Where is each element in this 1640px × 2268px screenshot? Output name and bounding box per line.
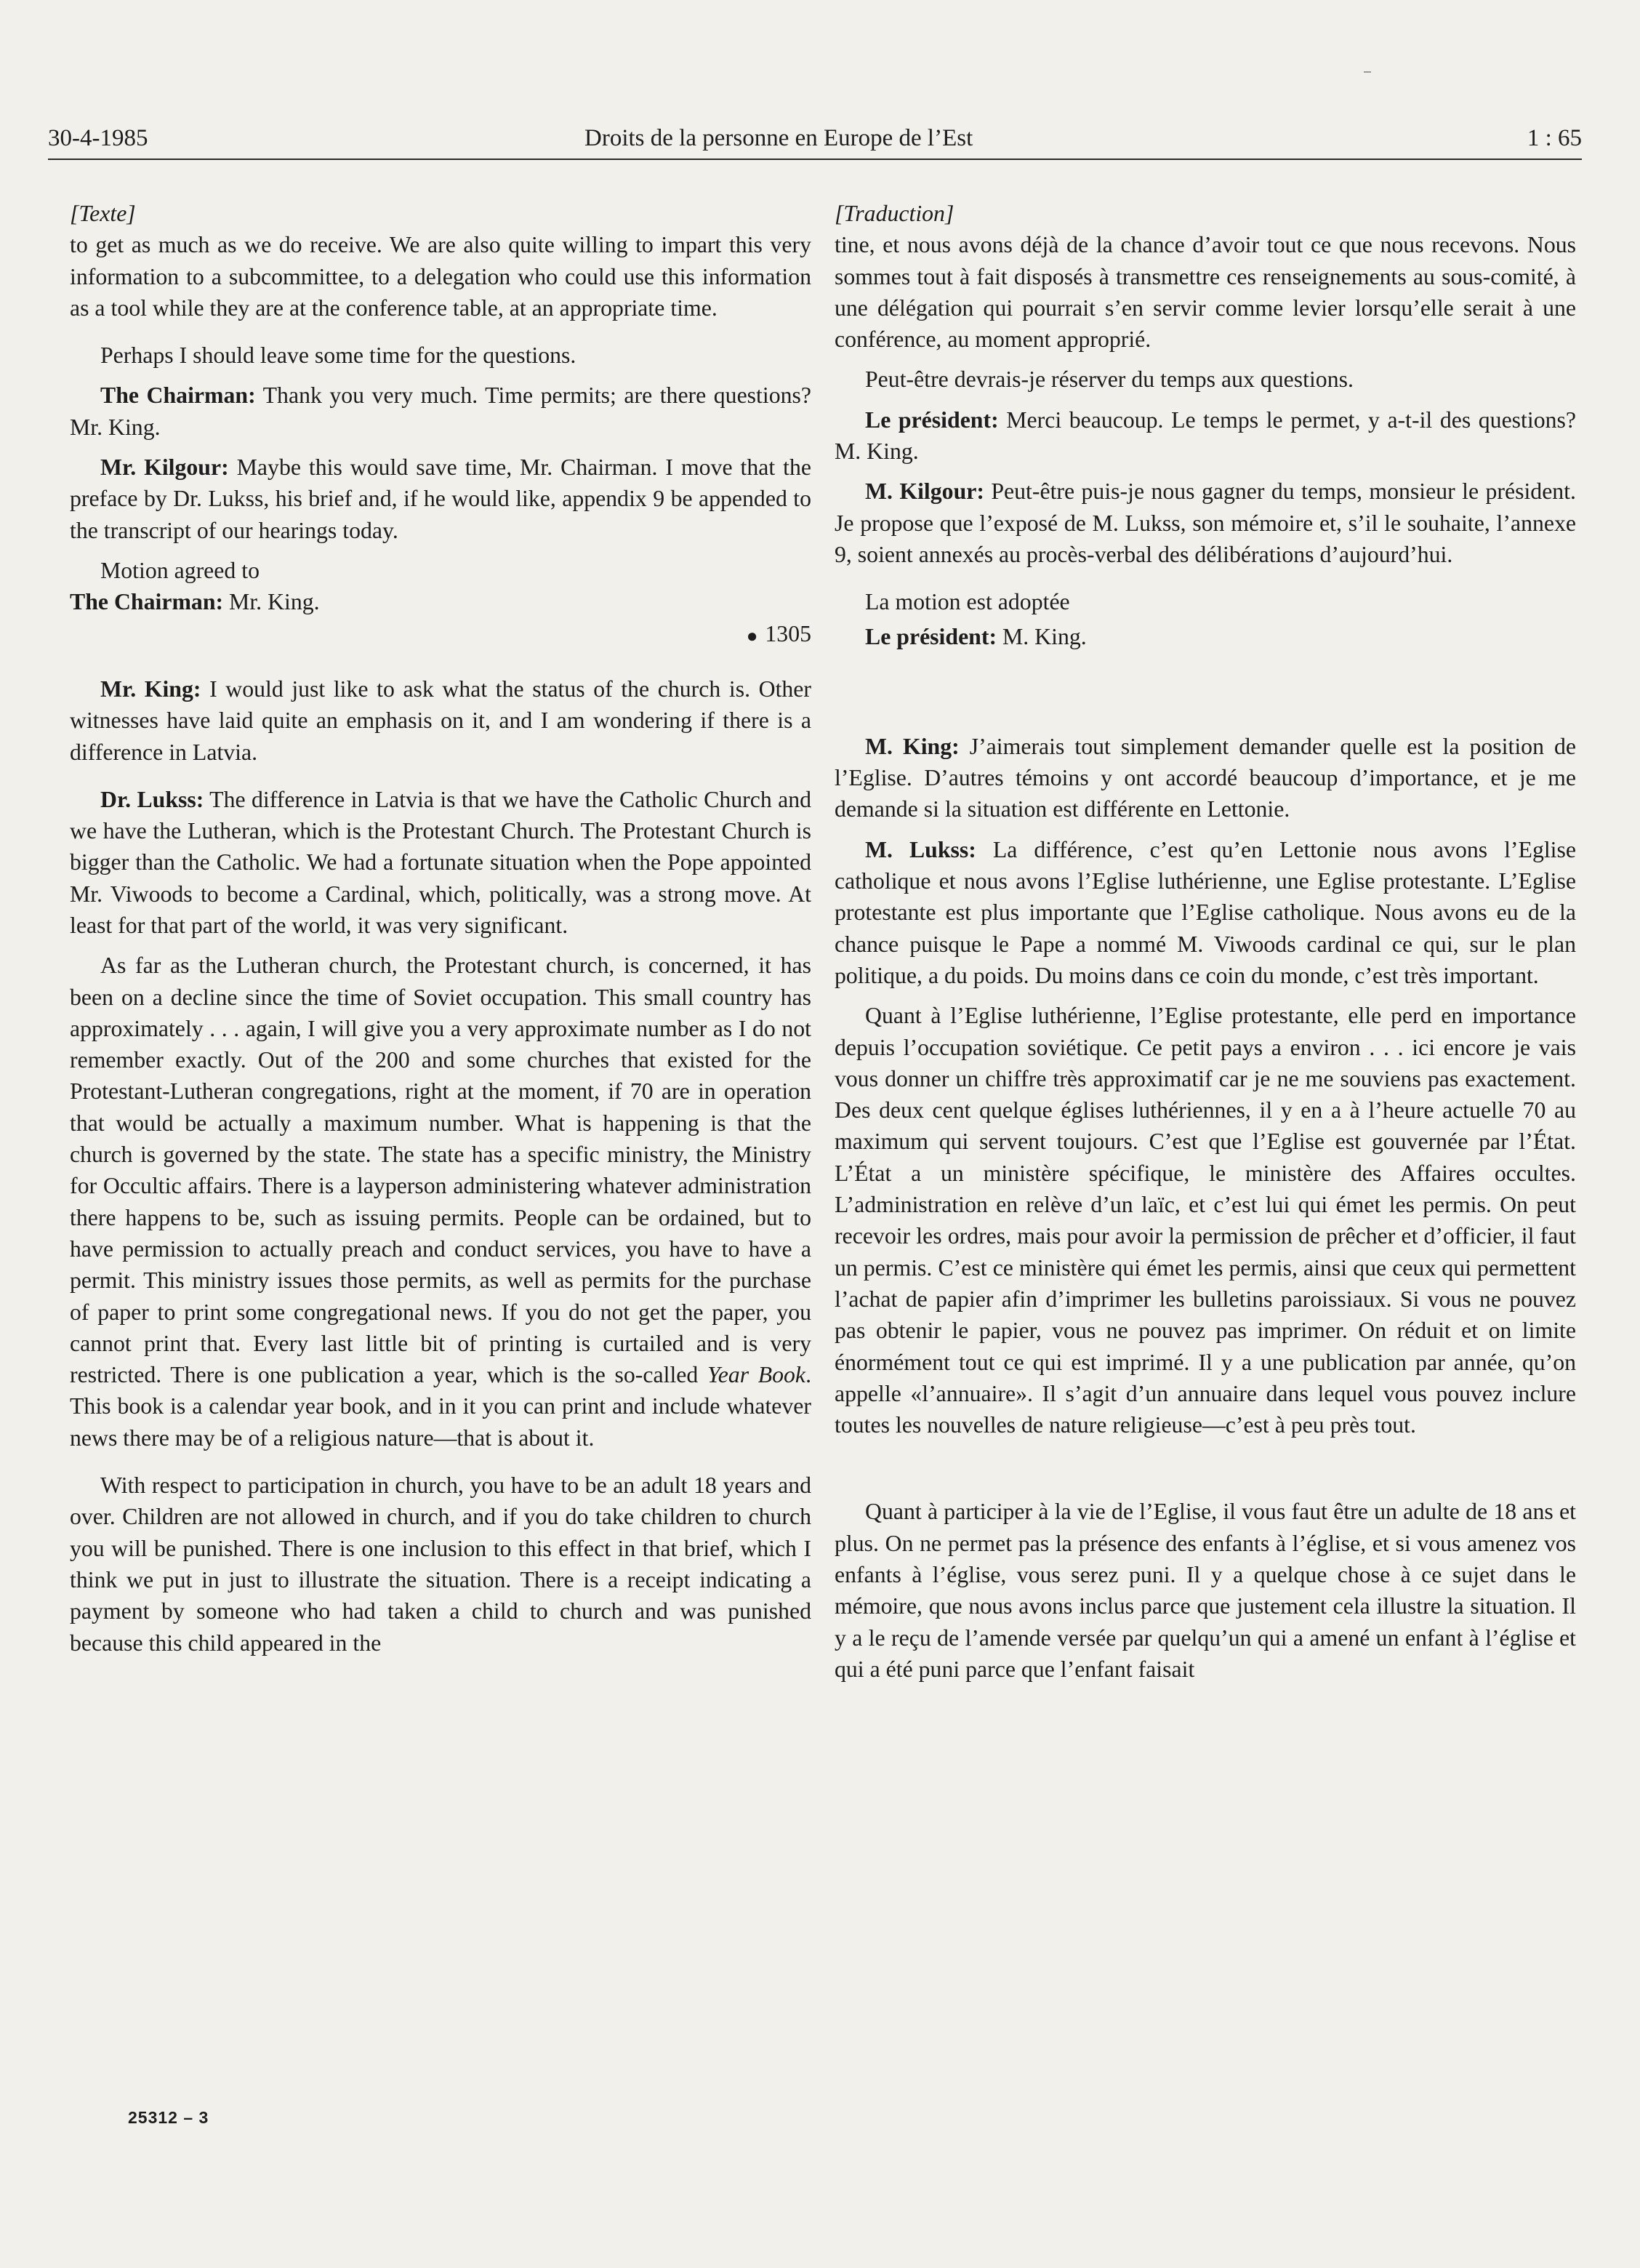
paragraph: to get as much as we do receive. We are also quite willing to impart this very information to a subcommittee, to a delegation who could use this information as a tool while they are at the conference table, at an appropriate time. — [70, 232, 811, 321]
paragraph-text: As far as the Lutheran church, the Protestant church, is concerned, it has been on a decline since the time of Soviet occupation. This small country has approximately . . . again, I will give you a very approximate number as I do not remember exactly. Out of the 200 and some churches that existed for the Protestant-Lutheran congregations, right at the moment, if 70 are in operation that would be actually a maximum number. What is happening is that the church is governed by the state. The state has a specific ministry, the Ministry for Occultic affairs. There is a layperson administering whatever administration there happens to be, such as issuing permits. People can be ordained, but to have permission to actually preach and conduct services, you have to have a permit. This ministry issues those permits, as well as permits for the purchase of paper to print some congregational news. If you do not get the paper, you cannot print that. Every last little bit of printing is curtailed and is very restricted. There is one publication a year, which is the so-called — [70, 953, 811, 1388]
french-column — [835, 198, 1576, 1685]
speaker-name: Dr. Lukss: — [100, 786, 204, 812]
bullet-icon: ● — [746, 625, 758, 646]
speaker-paragraph — [70, 380, 811, 443]
page-header — [48, 125, 1582, 160]
english-column — [70, 198, 811, 1659]
paragraph: With respect to participation in church, you have to be an adult 18 years and over. Children are not allowed in church, and if you do take children to church you will be punished. There is one inclusion to this effect in that brief, which I think we put in just to illustrate the situation. There is a receipt indicating a payment by someone who had taken a child to church and was punished because this child appeared in the — [70, 1472, 811, 1656]
motion-note: Motion agreed to — [100, 557, 260, 583]
speech-text: M. King. — [997, 623, 1087, 649]
speech-text: The difference in Latvia is that we have the Catholic Church and we have the Lutheran, which is the Protestant Church. The Protestant Church is bigger than the Catholic. We had a fortunate situation when the Pope appointed Mr. Viwoods to become a Cardinal, which, politically, was a strong move. At least for that part of the world, it was very significant. — [70, 786, 811, 938]
speaker-paragraph — [835, 731, 1576, 825]
paragraph: Peut-être devrais-je réserver du temps aux questions. — [865, 366, 1354, 393]
speaker-paragraph — [70, 673, 811, 768]
footer-code: 25312 – 3 — [128, 2108, 209, 2127]
speaker-name: M. Kilgour: — [865, 478, 984, 505]
header-title: Droits de la personne en Europe de l’Est — [584, 125, 973, 151]
paragraph — [70, 950, 811, 1454]
speaker-name: M. Lukss: — [865, 836, 976, 862]
motion-note: La motion est adoptée — [865, 589, 1070, 615]
column-label-texte: [Texte] — [70, 201, 136, 226]
speaker-paragraph — [70, 452, 811, 546]
paragraph-text: . This book is a calendar year book, and in it you can print and include whatever news there may be of a religious nature—that is about it. — [70, 1362, 812, 1451]
speaker-paragraph — [835, 476, 1576, 570]
paragraph: tine, et nous avons déjà de la chance d’avoir tout ce que nous recevons. Nous sommes tout à fait disposés à transmettre ces renseignements au sous-comité, à une délégation qui pourrait s’en servir comme levier lorsqu’elle serait à une conférence, au moment approprié. — [835, 232, 1576, 353]
header-page-number: 1 : 65 — [1527, 125, 1582, 151]
speech-text: Merci beaucoup. Le temps le permet, y a-t-il des questions? M. King. — [835, 406, 1577, 465]
speech-text: Mr. King. — [223, 589, 320, 615]
header-date: 30-4-1985 — [48, 125, 148, 151]
speaker-name: Le président: — [865, 623, 997, 649]
speaker-paragraph — [70, 586, 811, 617]
speech-text: La différence, c’est qu’en Lettonie nous avons l’Eglise catholique et nous avons l’Eglise luthérienne, une Eglise protestante. L’Eglise protestante est plus importante que l’Eglise catholique. Nous avons eu de la chance puisque le Pape a nommé M. Viwoods cardinal ce qui, sur le plan politique, a du poids. Du moins dans ce coin du monde, c’est très important. — [835, 836, 1576, 988]
speaker-paragraph — [835, 834, 1576, 991]
speaker-paragraph — [835, 621, 1576, 652]
speaker-name: Mr. King: — [100, 676, 201, 702]
header-rule — [48, 159, 1582, 160]
speech-text: Maybe this would save time, Mr. Chairman. I move that the preface by Dr. Lukss, his brief and, if he would like, appendix 9 be appended to the transcript of our hearings today. — [70, 454, 812, 543]
speaker-paragraph — [70, 784, 811, 941]
time-stamp — [70, 618, 811, 652]
paragraph: Perhaps I should leave some time for the questions. — [100, 342, 576, 369]
book-title: Year Book — [707, 1362, 806, 1388]
scan-mark — [1364, 71, 1371, 73]
paragraph: Quant à l’Eglise luthérienne, l’Eglise protestante, elle perd en importance depuis l’occupation soviétique. Ce petit pays a environ . . . ici encore je vais vous donner un chiffre très approximatif car je ne me souviens pas exactement. Des deux cent quelque églises luthériennes, il y en a à l’heure actuelle 70 au maximum qui servent toujours. C’est que l’Eglise est gouvernée par l’État. L’État a un ministère spécifique, le ministère des Affaires occultes. L’administration en relève d’un laïc, et c’est lui qui émet les permis. On peut recevoir les ordres, mais pour avoir la permission de prêcher et d’officier, il faut un permis. C’est ce ministère qui émet les permis, ainsi que ceux qui permettent l’achat de papier afin d’imprimer les bulletins paroissiaux. Si vous ne pouvez pas obtenir le papier, vous ne pouvez pas imprimer. On réduit et on limite énormément tout ce qui est imprimé. Il y a une publication par année, qu’on appelle «l’annuaire». Il s’agit d’un annuaire dans lequel vous pouvez inclure toutes les nouvelles de nature religieuse—c’est à peu près tout. — [835, 1003, 1576, 1438]
paragraph: Quant à participer à la vie de l’Eglise, il vous faut être un adulte de 18 ans et plus. On ne permet pas la présence des enfants à l’église, et si vous amenez vos enfants à l’église, vous serez puni. Il y a quelque chose à ce sujet dans le mémoire, que nous avons inclus parce que justement cela illustre la situation. Il y a le reçu de l’amende versée par quelqu’un qui a amené un enfant à l’église et qui a été puni parce que l’enfant faisait — [835, 1499, 1576, 1682]
speaker-name: The Chairman: — [70, 589, 224, 615]
speaker-name: The Chairman: — [100, 382, 256, 409]
speech-text: J’aimerais tout simplement demander quelle est la position de l’Eglise. D’autres témoins y ont accordé beaucoup d’importance, et je me demande si la situation est différente en Lettonie. — [835, 733, 1576, 822]
speaker-name: Mr. Kilgour: — [100, 454, 229, 481]
speech-text: I would just like to ask what the status of the church is. Other witnesses have laid quite an emphasis on it, and I am wondering if there is a difference in Latvia. — [70, 676, 811, 765]
time-value: 1305 — [765, 620, 811, 646]
speaker-name: M. King: — [865, 733, 960, 759]
speaker-paragraph — [835, 404, 1576, 468]
speech-text: Thank you very much. Time permits; are there questions? Mr. King. — [70, 382, 812, 440]
speech-text: Peut-être puis-je nous gagner du temps, monsieur le président. Je propose que l’exposé de M. Lukss, son mémoire et, s’il le souhaite, l’annexe 9, soient annexés au procès-verbal des délibérations d’aujourd’hui. — [835, 478, 1576, 567]
speaker-name: Le président: — [865, 406, 999, 433]
column-label-traduction: [Traduction] — [835, 201, 954, 226]
